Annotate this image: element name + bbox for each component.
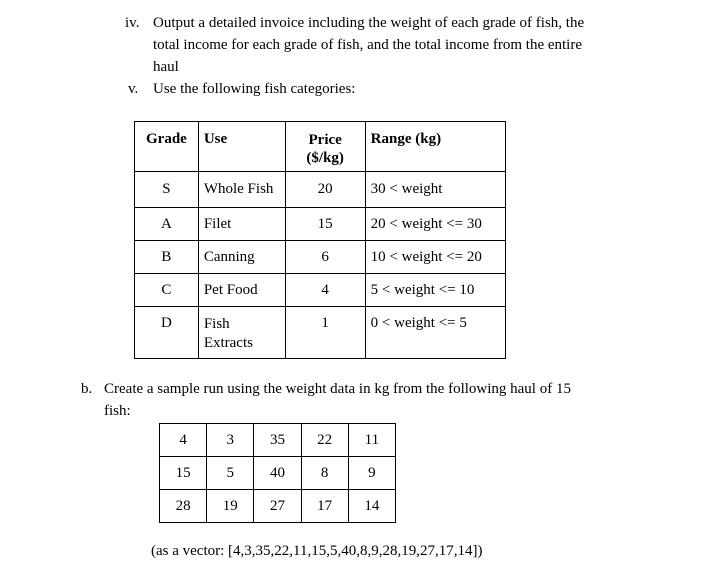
weight-cell: 9 xyxy=(348,457,395,490)
weight-cell: 19 xyxy=(207,490,254,523)
weight-cell: 15 xyxy=(160,457,207,490)
item-iv-number: iv. xyxy=(125,15,140,31)
item-iv-line-2: total income for each grade of fish, and the total income from the entire xyxy=(153,37,583,53)
weight-cell: 5 xyxy=(207,457,254,490)
weight-cell: 3 xyxy=(207,424,254,457)
table-row xyxy=(135,307,506,359)
header-use: Use xyxy=(198,122,285,172)
range-cell: 10 < weight <= 20 xyxy=(365,241,505,274)
table-row xyxy=(160,490,396,523)
weight-cell: 14 xyxy=(348,490,395,523)
range-cell: 30 < weight xyxy=(365,172,505,208)
weight-cell: 17 xyxy=(301,490,348,523)
item-v-line-1: Use the following fish categories: xyxy=(153,81,356,97)
use-cell: Whole Fish xyxy=(198,172,285,208)
table-header-row xyxy=(135,122,506,172)
table-row xyxy=(135,208,506,241)
price-cell: 15 xyxy=(285,208,365,241)
item-v-number: v. xyxy=(128,81,139,97)
part-b-label: b. xyxy=(81,381,93,397)
weight-cell: 4 xyxy=(160,424,207,457)
grade-cell: B xyxy=(135,241,199,274)
use-cell: Pet Food xyxy=(198,274,285,307)
weight-cell: 11 xyxy=(348,424,395,457)
part-b-line-1: Create a sample run using the weight data in kg from the following haul of 15 xyxy=(104,381,571,397)
header-range: Range (kg) xyxy=(365,122,505,172)
price-cell: 6 xyxy=(285,241,365,274)
table-row xyxy=(160,457,396,490)
table-row xyxy=(135,241,506,274)
grade-cell: A xyxy=(135,208,199,241)
item-iv-line-1: Output a detailed invoice including the weight of each grade of fish, the xyxy=(153,15,585,31)
range-cell: 0 < weight <= 5 xyxy=(365,307,505,359)
weight-cell: 40 xyxy=(254,457,301,490)
weight-cell: 28 xyxy=(160,490,207,523)
price-cell: 1 xyxy=(285,307,365,359)
weight-cell: 35 xyxy=(254,424,301,457)
range-cell: 5 < weight <= 10 xyxy=(365,274,505,307)
weight-cell: 27 xyxy=(254,490,301,523)
use-cell: Filet xyxy=(198,208,285,241)
table-row xyxy=(160,424,396,457)
table-row xyxy=(135,172,506,208)
fish-grades-table xyxy=(134,121,506,359)
item-iv-line-3: haul xyxy=(153,59,179,75)
use-cell: Canning xyxy=(198,241,285,274)
weight-cell: 22 xyxy=(301,424,348,457)
range-cell: 20 < weight <= 30 xyxy=(365,208,505,241)
grade-cell: D xyxy=(135,307,199,359)
grade-cell: C xyxy=(135,274,199,307)
price-cell: 20 xyxy=(285,172,365,208)
header-grade: Grade xyxy=(135,122,199,172)
haul-weights-table xyxy=(159,423,396,523)
weight-cell: 8 xyxy=(301,457,348,490)
price-cell: 4 xyxy=(285,274,365,307)
table-row xyxy=(135,274,506,307)
use-cell: Fish Extracts xyxy=(198,307,285,359)
part-b-line-2: fish: xyxy=(104,403,131,419)
vector-note: (as a vector: [4,3,35,22,11,15,5,40,8,9,28,19,27,17,14]) xyxy=(151,543,483,559)
grade-cell: S xyxy=(135,172,199,208)
header-price: Price ($/kg) xyxy=(285,122,365,172)
